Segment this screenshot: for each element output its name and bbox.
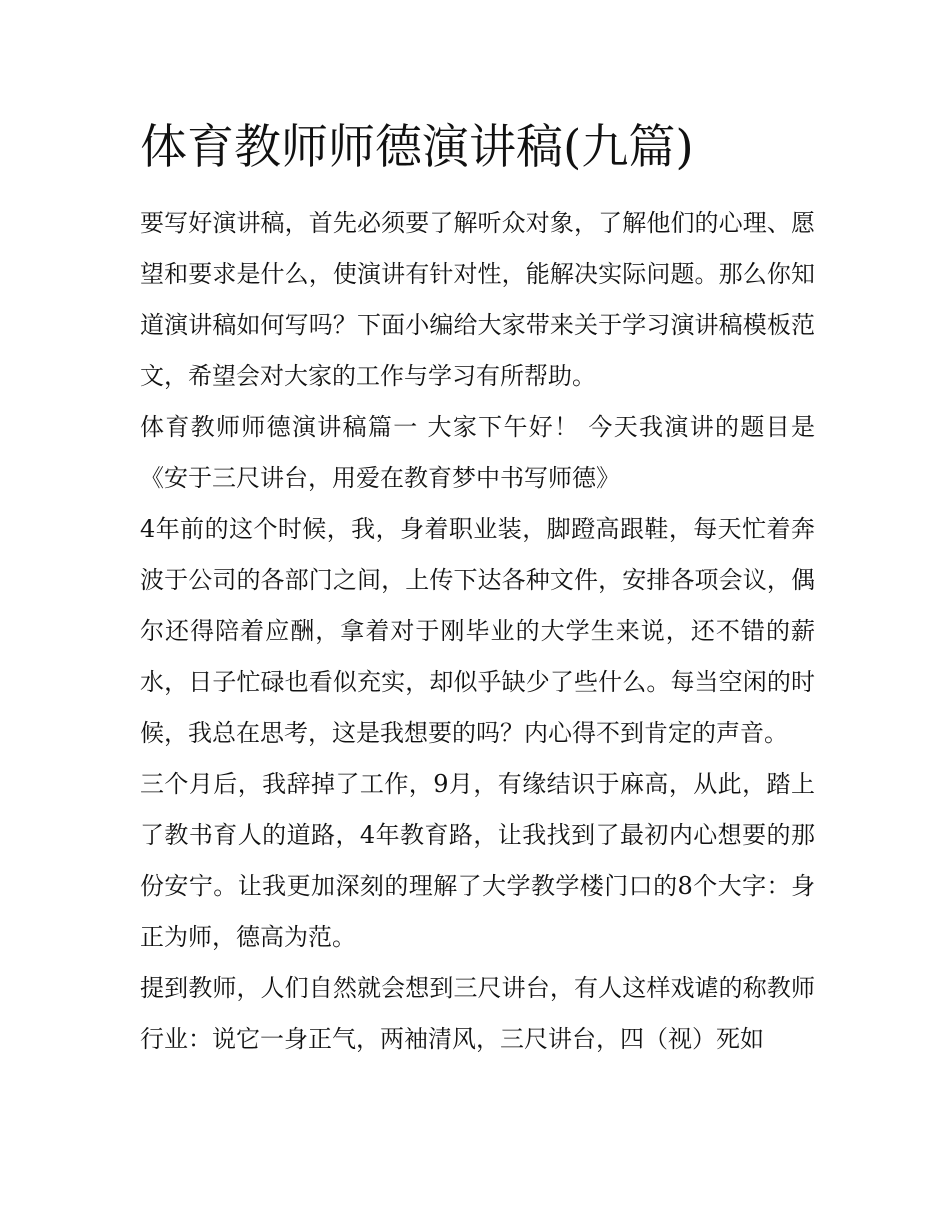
paragraph-four-years-ago: 4年前的这个时候，我，身着职业装，脚蹬高跟鞋，每天忙着奔波于公司的各部门之间，上传下达各种文件，安排各项会议，偶尔还得陪着应酬，拿着对于刚毕业的大学生来说，还不错的薪水，日子忙碌也看似充实，却似乎缺少了些什么。每当空闲的时候，我总在思考，这是我想要的吗？内心得不到肯定的声音。 xyxy=(140,515,815,747)
document-title: 体育教师师德演讲稿(九篇) xyxy=(140,120,694,175)
paragraph-teacher-profession: 提到教师，人们自然就会想到三尺讲台，有人这样戏谑的称教师行业：说它一身正气，两袖清风，三尺讲台，四（视）死如 xyxy=(140,974,815,1053)
document-body xyxy=(140,198,815,1065)
paragraph-speech-heading: 体育教师师德演讲稿篇一 大家下午好！ 今天我演讲的题目是《安于三尺讲台，用爱在教育梦中书写师德》 xyxy=(140,413,815,492)
paragraph-three-months-later: 三个月后，我辞掉了工作，9月，有缘结识于麻高，从此，踏上了教书育人的道路，4年教育路，让我找到了最初内心想要的那份安宁。让我更加深刻的理解了大学教学楼门口的8个大字：身正为师，德高为范。 xyxy=(140,770,815,951)
paragraph-intro: 要写好演讲稿，首先必须要了解听众对象，了解他们的心理、愿望和要求是什么，使演讲有针对性，能解决实际问题。那么你知道演讲稿如何写吗？下面小编给大家带来关于学习演讲稿模板范文，希望会对大家的工作与学习有所帮助。 xyxy=(140,209,815,390)
